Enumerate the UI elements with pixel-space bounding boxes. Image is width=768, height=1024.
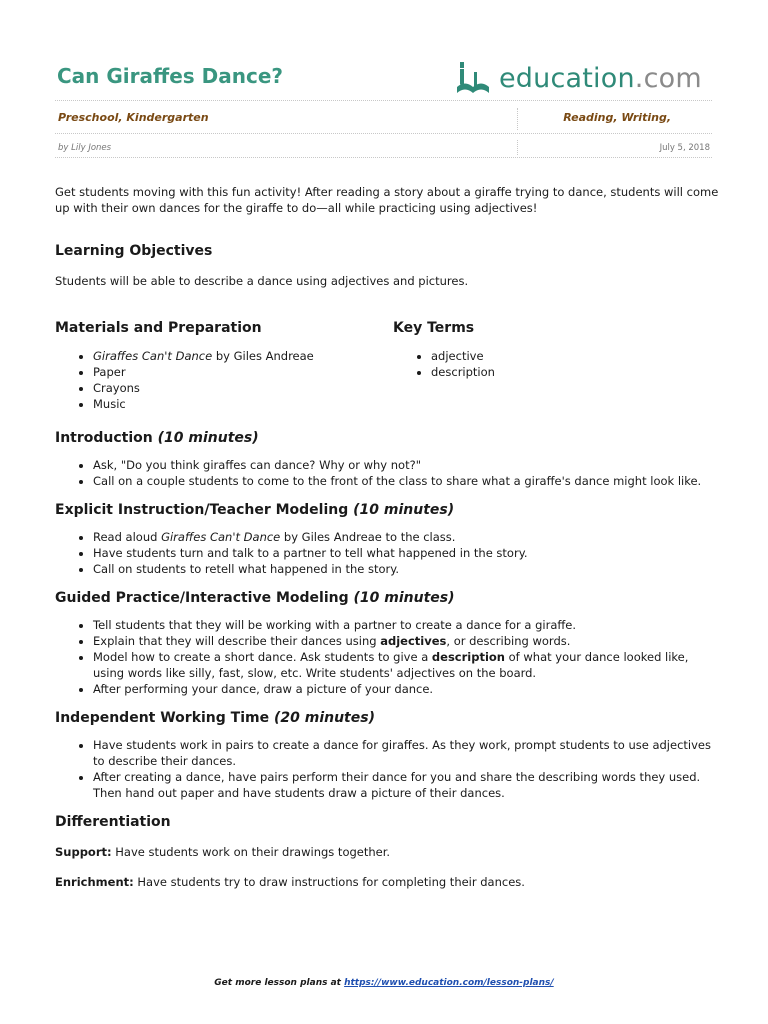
subjects: Reading, Writing, — [563, 111, 671, 124]
enrichment-label: Enrichment: — [55, 875, 134, 889]
header-divider-top — [55, 100, 712, 101]
list-item: • Have students turn and talk to a partner to tell what happened in the story. — [93, 545, 719, 561]
objectives-text: Students will be able to describe a dance using adjectives and pictures. — [55, 274, 469, 288]
list-item: • adjective — [431, 348, 719, 364]
guided-item3-post: of what your dance looked like, using words like silly, fast, slow, etc. Write students' adjectives on the board. — [93, 650, 689, 680]
introduction-time: (10 minutes) — [157, 430, 259, 446]
explicit-heading-text: Explicit Instruction/Teacher Modeling — [55, 502, 349, 518]
materials-section — [55, 319, 393, 412]
support-label: Support: — [55, 845, 112, 859]
guided-heading — [55, 589, 719, 607]
differentiation-heading: Differentiation — [55, 814, 171, 830]
introduction-heading — [55, 429, 719, 447]
list-item: • Ask, "Do you think giraffes can dance? Why or why not?" — [93, 457, 719, 473]
education-com-logo[interactable] — [455, 58, 702, 98]
guided-item3-bold: description — [431, 650, 505, 664]
author: by Lily Jones — [58, 143, 112, 153]
key-terms-list — [393, 348, 719, 380]
guided-item2-bold: adjectives — [380, 634, 447, 648]
support-text: Have students work on their drawings together. — [111, 845, 391, 859]
independent-heading-text: Independent Working Time — [55, 710, 270, 726]
introduction-heading-text: Introduction — [55, 430, 153, 446]
list-item: • Call on a couple students to come to the front of the class to share what a giraffe's dance might look like. — [93, 473, 719, 489]
page-footer — [0, 978, 768, 988]
enrichment-paragraph — [55, 874, 719, 890]
guided-item2-post: , or describing words. — [446, 634, 571, 648]
footer-text: Get more lesson plans at — [214, 978, 345, 988]
explicit-time: (10 minutes) — [353, 502, 455, 518]
book-pencil-logo-icon — [455, 60, 495, 96]
materials-list — [55, 348, 393, 412]
guided-time: (10 minutes) — [353, 590, 455, 606]
key-terms-heading: Key Terms — [393, 320, 475, 336]
guided-item2-pre: Explain that they will describe their dances using — [93, 634, 381, 648]
guided-list — [55, 617, 719, 697]
list-item — [93, 649, 719, 681]
independent-time: (20 minutes) — [273, 710, 375, 726]
list-item: • Have students work in pairs to create a dance for giraffes. As they work, prompt students to use adjectives to describe their dances. — [93, 737, 719, 769]
explicit-heading — [55, 501, 719, 519]
intro-paragraph: Get students moving with this fun activity! After reading a story about a giraffe trying to dance, students will come up with their own dances for the giraffe to do—all while practicing using adjectives! — [55, 185, 719, 215]
lesson-content — [55, 184, 719, 890]
header-divider-middle — [55, 133, 712, 134]
materials-heading: Materials and Preparation — [55, 320, 262, 336]
list-item: • Tell students that they will be working with a partner to create a dance for a giraffe. — [93, 617, 719, 633]
materials-keyterms-columns — [55, 319, 719, 412]
grade-levels: Preschool, Kindergarten — [58, 111, 209, 124]
independent-list — [55, 737, 719, 801]
list-item: • After creating a dance, have pairs perform their dance for you and share the describing words they used. Then hand out paper and have students draw a picture of their dances. — [93, 769, 719, 801]
independent-heading — [55, 709, 719, 727]
objectives-heading: Learning Objectives — [55, 243, 213, 259]
explicit-item1-post: by Giles Andreae to the class. — [280, 530, 456, 544]
header-divider-vertical — [517, 108, 518, 130]
list-item: • description — [431, 364, 719, 380]
enrichment-text: Have students try to draw instructions for completing their dances. — [133, 875, 525, 889]
introduction-list — [55, 457, 719, 489]
list-item: • Call on students to retell what happened in the story. — [93, 561, 719, 577]
list-item — [93, 633, 719, 649]
page-title: Can Giraffes Dance? — [57, 64, 283, 88]
book-author: by Giles Andreae — [212, 349, 314, 363]
book-title: Giraffes Can't Dance — [93, 349, 213, 363]
explicit-item1-title: Giraffes Can't Dance — [161, 530, 281, 544]
publish-date: July 5, 2018 — [659, 143, 710, 153]
list-item: • Music — [93, 396, 393, 412]
explicit-item1-pre: Read aloud — [93, 530, 162, 544]
logo-dot-com-text: .com — [634, 62, 702, 94]
logo-main-text: education — [499, 62, 635, 94]
lesson-plans-link[interactable]: https://www.education.com/lesson-plans/ — [344, 978, 554, 988]
key-terms-section — [393, 319, 719, 412]
list-item — [93, 529, 719, 545]
logo-wordmark — [499, 62, 702, 94]
list-item: • After performing your dance, draw a picture of your dance. — [93, 681, 719, 697]
guided-heading-text: Guided Practice/Interactive Modeling — [55, 590, 349, 606]
header-divider-bottom — [55, 157, 712, 158]
explicit-list — [55, 529, 719, 577]
header-divider-vertical-2 — [517, 140, 518, 155]
list-item: • Paper — [93, 364, 393, 380]
list-item — [93, 348, 393, 364]
list-item: • Crayons — [93, 380, 393, 396]
support-paragraph — [55, 844, 719, 860]
guided-item3-pre: Model how to create a short dance. Ask students to give a — [93, 650, 432, 664]
